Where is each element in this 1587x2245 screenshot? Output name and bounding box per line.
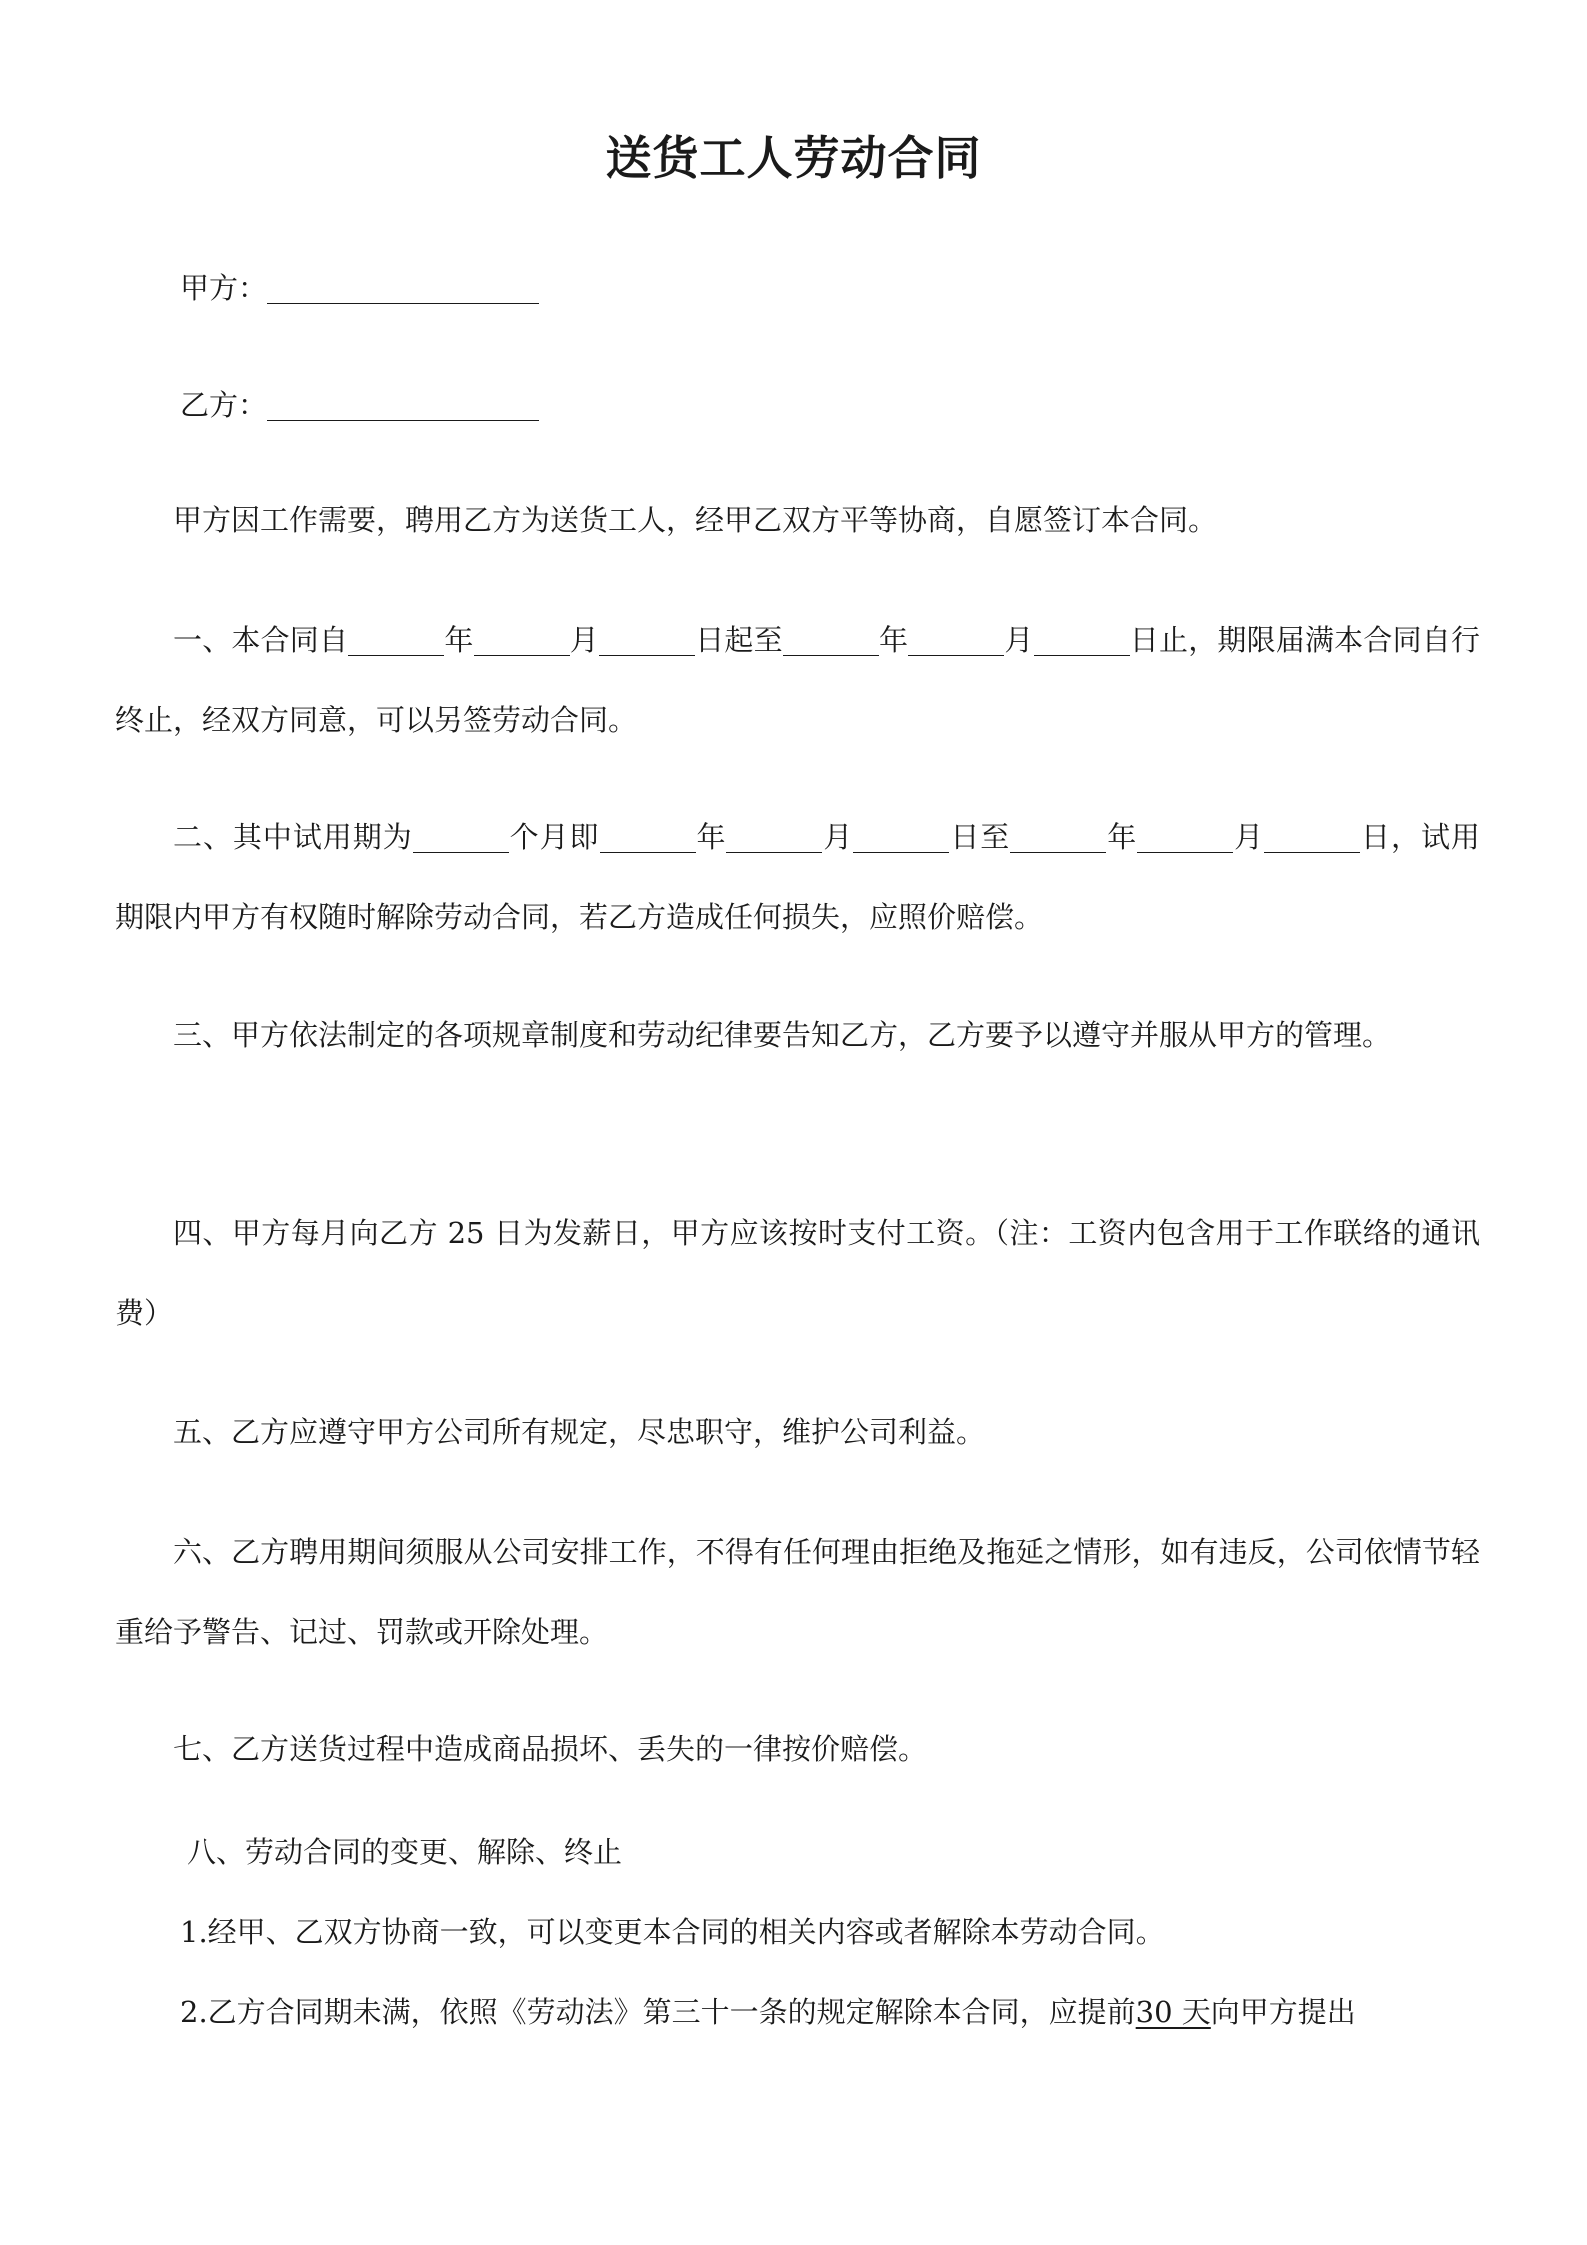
- date-blank: [1137, 822, 1233, 853]
- clause-6: 六、乙方聘用期间须服从公司安排工作，不得有任何理由拒绝及拖延之情形，如有违反，公司依情节轻重给予警告、记过、罚款或开除处理。: [115, 1535, 1480, 1649]
- clause-1: [115, 600, 1480, 760]
- date-blank: [853, 822, 949, 853]
- clause-1-text: 一、本合同自: [173, 623, 349, 657]
- intro-paragraph: 甲方因工作需要，聘用乙方为送货工人，经甲乙双方平等协商，自愿签订本合同。: [173, 503, 1218, 537]
- date-blank: [908, 625, 1004, 656]
- party-b-blank: [267, 390, 539, 421]
- date-blank: [348, 625, 444, 656]
- clause-2-text: 日至: [949, 820, 1011, 854]
- section-8-item-2: [180, 1990, 1356, 2034]
- clause-2-text: 个月即: [508, 820, 600, 854]
- date-blank: [474, 625, 570, 656]
- clause-2-text: 二、其中试用期为: [173, 820, 413, 854]
- section-8-item-2-text: 向甲方提出: [1210, 1995, 1356, 2029]
- clause-3: 三、甲方依法制定的各项规章制度和劳动纪律要告知乙方，乙方要予以遵守并服从甲方的管理。: [173, 1018, 1392, 1052]
- clause-2-text: 月: [822, 820, 854, 854]
- notice-days: 30 天: [1135, 1995, 1211, 2029]
- party-b-label: 乙方：: [180, 388, 268, 422]
- clause-2: [115, 797, 1480, 957]
- clause-5: 五、乙方应遵守甲方公司所有规定，尽忠职守，维护公司利益。: [173, 1415, 986, 1449]
- document-title: 送货工人劳动合同: [605, 131, 982, 185]
- date-blank: [599, 625, 695, 656]
- clause-1-text: 日止，期限届满本合同自行终止，经双方同意，可以另签劳动合同。: [115, 623, 1480, 737]
- date-blank: [1010, 822, 1106, 853]
- party-b-line: [180, 383, 539, 427]
- party-a-line: [180, 266, 539, 310]
- clause-2-text: 年: [1106, 820, 1138, 854]
- clause-1-text: 年: [444, 623, 474, 657]
- date-blank: [783, 625, 879, 656]
- section-8-item-1: 1.经甲、乙双方协商一致，可以变更本合同的相关内容或者解除本劳动合同。: [180, 1915, 1165, 1949]
- clause-2-text: 日，试用期限内甲方有权随时解除劳动合同，若乙方造成任何损失，应照价赔偿。: [115, 820, 1480, 934]
- date-blank: [600, 822, 696, 853]
- clause-4: 四、甲方每月向乙方 25 日为发薪日，甲方应该按时支付工资。（注：工资内包含用于工作联络的通讯费）: [115, 1216, 1480, 1330]
- date-blank: [726, 822, 822, 853]
- section-8-item-2-text: 2.乙方合同期未满，依照《劳动法》第三十一条的规定解除本合同，应提前: [180, 1995, 1136, 2029]
- party-a-blank: [267, 273, 539, 304]
- clause-7: 七、乙方送货过程中造成商品损坏、丢失的一律按价赔偿。: [173, 1732, 928, 1766]
- date-blank: [1264, 822, 1360, 853]
- clause-1-text: 月: [569, 623, 599, 657]
- date-blank: [1034, 625, 1130, 656]
- clause-2-text: 月: [1233, 820, 1265, 854]
- clause-2-text: 年: [695, 820, 727, 854]
- clause-1-text: 月: [1004, 623, 1034, 657]
- clause-1-text: 日起至: [695, 623, 783, 657]
- section-8-heading: 八、劳动合同的变更、解除、终止: [187, 1835, 623, 1869]
- period-blank: [413, 822, 509, 853]
- clause-1-text: 年: [878, 623, 909, 657]
- party-a-label: 甲方：: [180, 271, 268, 305]
